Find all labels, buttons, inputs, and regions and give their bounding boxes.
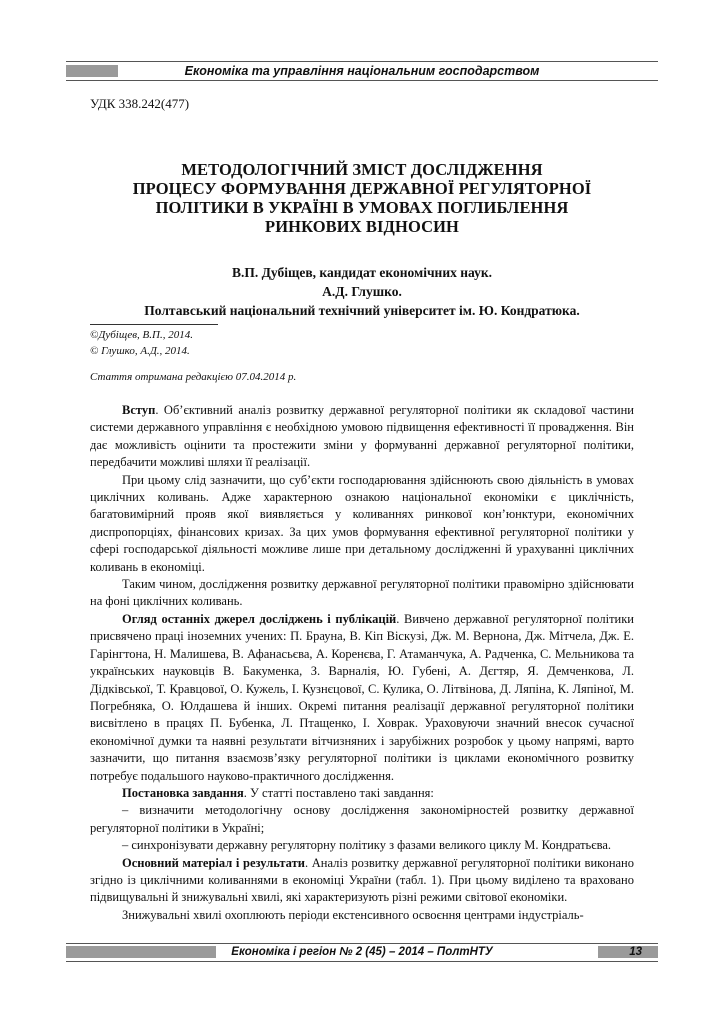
section-lead: Постановка завдання (122, 785, 244, 800)
paragraph-results: Основний матеріал і результати. Аналіз розвитку державної регуляторної політики виконано згідно із циклічними коливаннями в економіці України (табл. 1). При цьому виділено та враховано підвищувальні й знижувальні хвилі, які характеризують різні режими світової економіки. (90, 855, 634, 905)
page-number: 13 (629, 946, 642, 958)
paragraph: При цьому слід зазначити, що суб’єкти господарювання здійснюють свою діяльність в умовах циклічних коливань. Адже характерною ознакою національної економіки є циклічність, багатовимірний прояв якої виявляється у коливаннях ринкової кон’юнктури, економічних диспропорціях, фінансових кризах. За цих умов формування ефективної регуляторної політики у сфері господарської діяльності можливе лише при детальному дослідженні й урахуванні циклічних коливань в економіці. (90, 472, 634, 574)
paragraph: Таким чином, дослідження розвитку державної регуляторної політики правомірно здійснювати на фоні циклічних коливань. (90, 577, 634, 609)
affiliation: Полтавський національний технічний університет ім. Ю. Кондратюка. (144, 303, 580, 318)
authors-block (90, 263, 634, 320)
copyright-line: ©Дубіщев, В.П., 2014. (90, 329, 193, 341)
article-title (90, 160, 634, 236)
journal-section-header: Економіка та управління національним господарством (184, 64, 540, 78)
header-rule-top (66, 61, 658, 62)
author-2: А.Д. Глушко. (322, 284, 402, 299)
footer-rule-top (66, 943, 658, 944)
footer-rule-bottom (66, 961, 658, 962)
copyright-block (90, 327, 193, 359)
task-item: – визначити методологічну основу дослідження закономірностей розвитку державної регуляторної політики в Україні; (90, 803, 634, 835)
title-line: ПРОЦЕСУ ФОРМУВАННЯ ДЕРЖАВНОЇ РЕГУЛЯТОРНОЇ (132, 179, 592, 198)
article-body (90, 402, 634, 924)
header-rule-bottom (66, 80, 658, 81)
title-line: РИНКОВИХ ВІДНОСИН (265, 217, 459, 236)
author-1: В.П. Дубіщев, кандидат економічних наук. (232, 265, 492, 280)
received-date: Стаття отримана редакцією 07.04.2014 р. (90, 371, 297, 383)
paragraph: Знижувальні хвилі охоплюють періоди екстенсивного освоєння центрами індустріаль- (122, 907, 584, 922)
section-lead: Огляд останніх джерел досліджень і публікацій (122, 611, 397, 626)
paragraph-intro: Вступ. Об’єктивний аналіз розвитку державної регуляторної політики як складової частини системи державного управління є необхідною умовою підвищення ефективності її провадження. Він дає можливість оцінити та простежити зміни у формуванні державної регуляторної політики, передбачити можливі шляхи її реалізації. (90, 403, 634, 470)
section-lead: Основний матеріал і результати (122, 855, 305, 870)
paragraph-review: Огляд останніх джерел досліджень і публікацій. Вивчено державної регуляторної політики присвячено праці іноземних учених: П. Брауна, В. Кіп Віскузі, Дж. М. Вернона, Дж. Мітчела, Дж. Е. Гарінгтона, Н. Малишева, В. Афанасьєва, А. Коренєва, Г. Атаманчука, А. Радченка, С. Мельникова та українських науковців В. Бакуменка, З. Варналія, Ю. Губені, А. Дєгтяр, Я. Демченкова, Л. Дідківської, Т. Кравцової, О. Кужель, І. Кузнєцової, С. Кулика, О. Літвінова, Д. Ляпіна, К. Ляпіної, М. Погребняка, О. Юлдашева й інших. Окремі питання реалізації державної регуляторної політики висвітлено в працях П. Бубенка, Л. Птащенко, І. Ховрак. Ураховуючи значний внесок сучасної економічної думки та наявні результати вітчизняних і зарубіжних розробок у цьому напрямі, варто зазначити, що питання взаємозв’язку регуляторної політики із циклами економічного розвитку потребує подальшого науково-практичного дослідження. (90, 611, 634, 783)
title-line: ПОЛІТИКИ В УКРАЇНІ В УМОВАХ ПОГЛИБЛЕННЯ (155, 198, 569, 217)
copyright-rule (90, 324, 218, 325)
paragraph-task: Постановка завдання. У статті поставлено такі завдання: (122, 785, 434, 800)
copyright-line: © Глушко, А.Д., 2014. (90, 345, 190, 357)
section-lead: Вступ (122, 403, 156, 417)
task-item: – синхронізувати державну регуляторну політику з фазами великого циклу М. Кондратьєва. (122, 838, 612, 853)
udk-code: УДК 338.242(477) (90, 96, 190, 111)
title-line: МЕТОДОЛОГІЧНИЙ ЗМІСТ ДОСЛІДЖЕННЯ (181, 160, 543, 179)
journal-footer: Економіка і регіон № 2 (45) – 2014 – ПолтНТУ (231, 946, 493, 958)
